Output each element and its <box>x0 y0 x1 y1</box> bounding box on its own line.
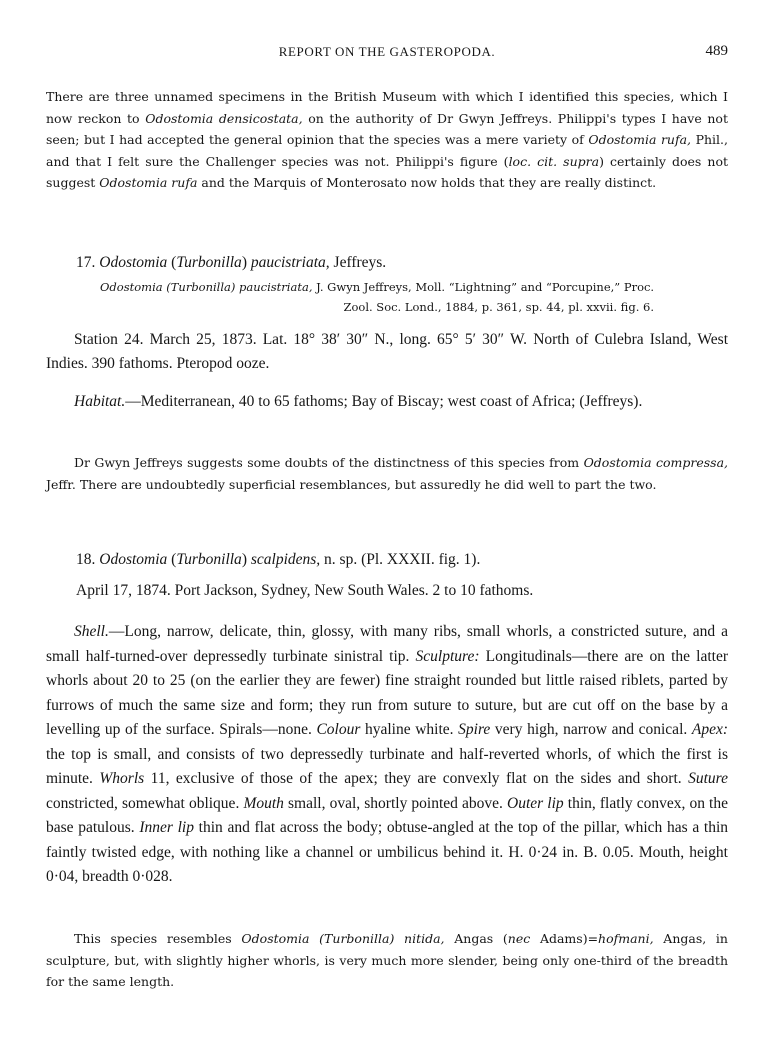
species-17-note: Dr Gwyn Jeffreys suggests some doubts of the distinctness of this species from Odostomia compressa, Jeffr. There are undoubtedly superficial resemblances, but assuredly he did well to part the two. <box>46 455 729 492</box>
intro-paragraph: There are three unnamed specimens in the British Museum with which I identified this species, which I now reckon to Odostomia densicostata, on the authority of Dr Gwyn Jeffreys. Philippi's types I have not seen; but I had accepted the general opinion that the species was a mere variety of Odostomia rufa, Phil., and that I felt sure the Challenger species was not. Philippi's figure (loc. cit. supra) certainly does not suggest Odostomia rufa and the Marquis of Monterosato now holds that they are really distinct. <box>46 89 728 190</box>
running-title: REPORT ON THE GASTEROPODA. <box>278 44 496 59</box>
species-17-station: Station 24. March 25, 1873. Lat. 18° 38′ 30″ N., long. 65° 5′ 30″ W. North of Culebra Island, West Indies. 390 fathoms. Pteropod ooze. <box>46 331 728 372</box>
species-18-description: Shell.—Long, narrow, delicate, thin, glossy, with many ribs, small whorls, a constricted suture, and a small half-turned-over depressedly turbinate sinistral tip. Sculpture: Longitudinals—there are on the latter whorls about 20 to 25 (on the earlier they are fewer) fine straight rounded but little raised riblets, parted by furrows of much the same size and form; they run from suture to suture, but are cut off on the base by a levelling up of the surface. Spirals—none. Colour hyaline white. Spire very high, narrow and conical. Apex: the top is small, and consists of two depressedly turbinate and half-reverted whorls, of which the first is minute. Whorls 11, exclusive of those of the apex; they are convexly flat on the sides and short. Suture constricted, somewhat oblique. Mouth small, oval, shortly pointed above. Outer lip thin, flatly convex, on the base patulous. Inner lip thin and flat across the body; obtuse-angled at the top of the pillar, which has a thin faintly twisted edge, with nothing like a channel or umbilicus behind it. H. 0·24 in. B. 0.05. Mouth, height 0·04, breadth 0·028. <box>46 623 728 885</box>
species-18-heading: 18. Odostomia (Turbonilla) scalpidens, n. sp. (Pl. XXXII. fig. 1). <box>76 551 481 568</box>
species-17-habitat: Habitat.—Mediterranean, 40 to 65 fathoms; Bay of Biscay; west coast of Africa; (Jeffreys). <box>74 393 643 410</box>
species-18-station: April 17, 1874. Port Jackson, Sydney, New South Wales. 2 to 10 fathoms. <box>76 582 534 599</box>
page-number: 489 <box>705 43 728 59</box>
species-17-reference: Odostomia (Turbonilla) paucistriata, J. Gwyn Jeffreys, Moll. “Lightning” and “Porcupine,” Proc. Zool. Soc. Lond., 1884, p. 361, sp. 44, pl. xxvii. fig. 6. <box>100 280 655 314</box>
running-header <box>46 44 728 66</box>
species-18-note: This species resembles Odostomia (Turbonilla) nitida, Angas (nec Adams)=hofmani, Angas, in sculpture, but, with slightly higher whorls, is very much more slender, being only one-third of the breadth for the same length. <box>46 931 728 989</box>
species-17-heading: 17. Odostomia (Turbonilla) paucistriata, Jeffreys. <box>76 254 387 271</box>
